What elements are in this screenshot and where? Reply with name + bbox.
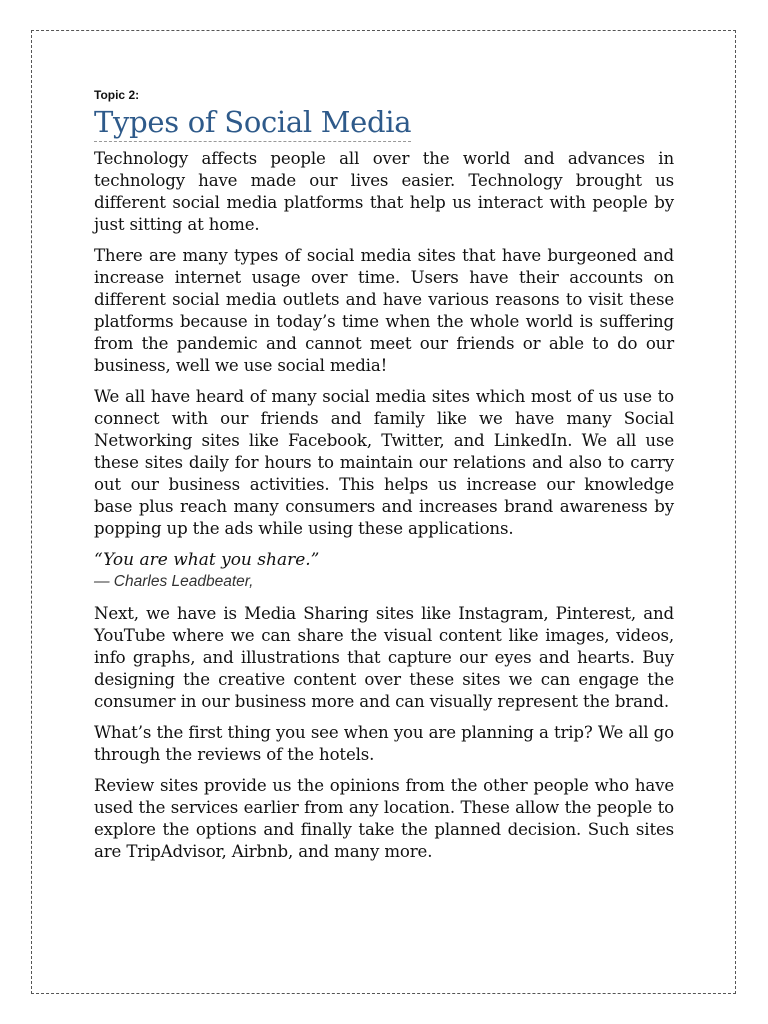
- paragraph-trip-question: What’s the first thing you see when you are planning a trip? We all go through the reviews of the hotels.: [94, 723, 674, 764]
- quote-attribution: — Charles Leadbeater,: [94, 573, 254, 590]
- paragraph-types: There are many types of social media sites that have burgeoned and increase internet usage over time. Users have their accounts on different social media outlets and have various reasons to visit these platforms because in today’s time when the whole world is suffering from the pandemic and cannot meet our friends or able to do our business, well we use social media!: [94, 246, 674, 375]
- topic-label: Topic 2:: [94, 88, 140, 102]
- page-content: [94, 88, 674, 872]
- paragraph-intro: Technology affects people all over the world and advances in technology have made our lives easier. Technology brought us different social media platforms that help us interact with people by just sitting at home.: [94, 149, 674, 234]
- quote-text: “You are what you share.”: [94, 550, 320, 570]
- paragraph-media-sharing: Next, we have is Media Sharing sites like Instagram, Pinterest, and YouTube where we can share the visual content like images, videos, info graphs, and illustrations that capture our eyes and hearts. Buy designing the creative content over these sites we can engage the consumer in our business more and can visually represent the brand.: [94, 604, 674, 711]
- document-page: [31, 30, 736, 994]
- paragraph-social-networking: We all have heard of many social media sites which most of us use to connect with our friends and family like we have many Social Networking sites like Facebook, Twitter, and LinkedIn. We all use these sites daily for hours to maintain our relations and also to carry out our business activities. This helps us increase our knowledge base plus reach many consumers and increases brand awareness by popping up the ads while using these applications.: [94, 387, 674, 538]
- page-title: Types of Social Media: [94, 104, 411, 142]
- paragraph-review-sites: Review sites provide us the opinions from the other people who have used the services earlier from any location. These allow the people to explore the options and finally take the planned decision. Such sites are TripAdvisor, Airbnb, and many more.: [94, 776, 674, 861]
